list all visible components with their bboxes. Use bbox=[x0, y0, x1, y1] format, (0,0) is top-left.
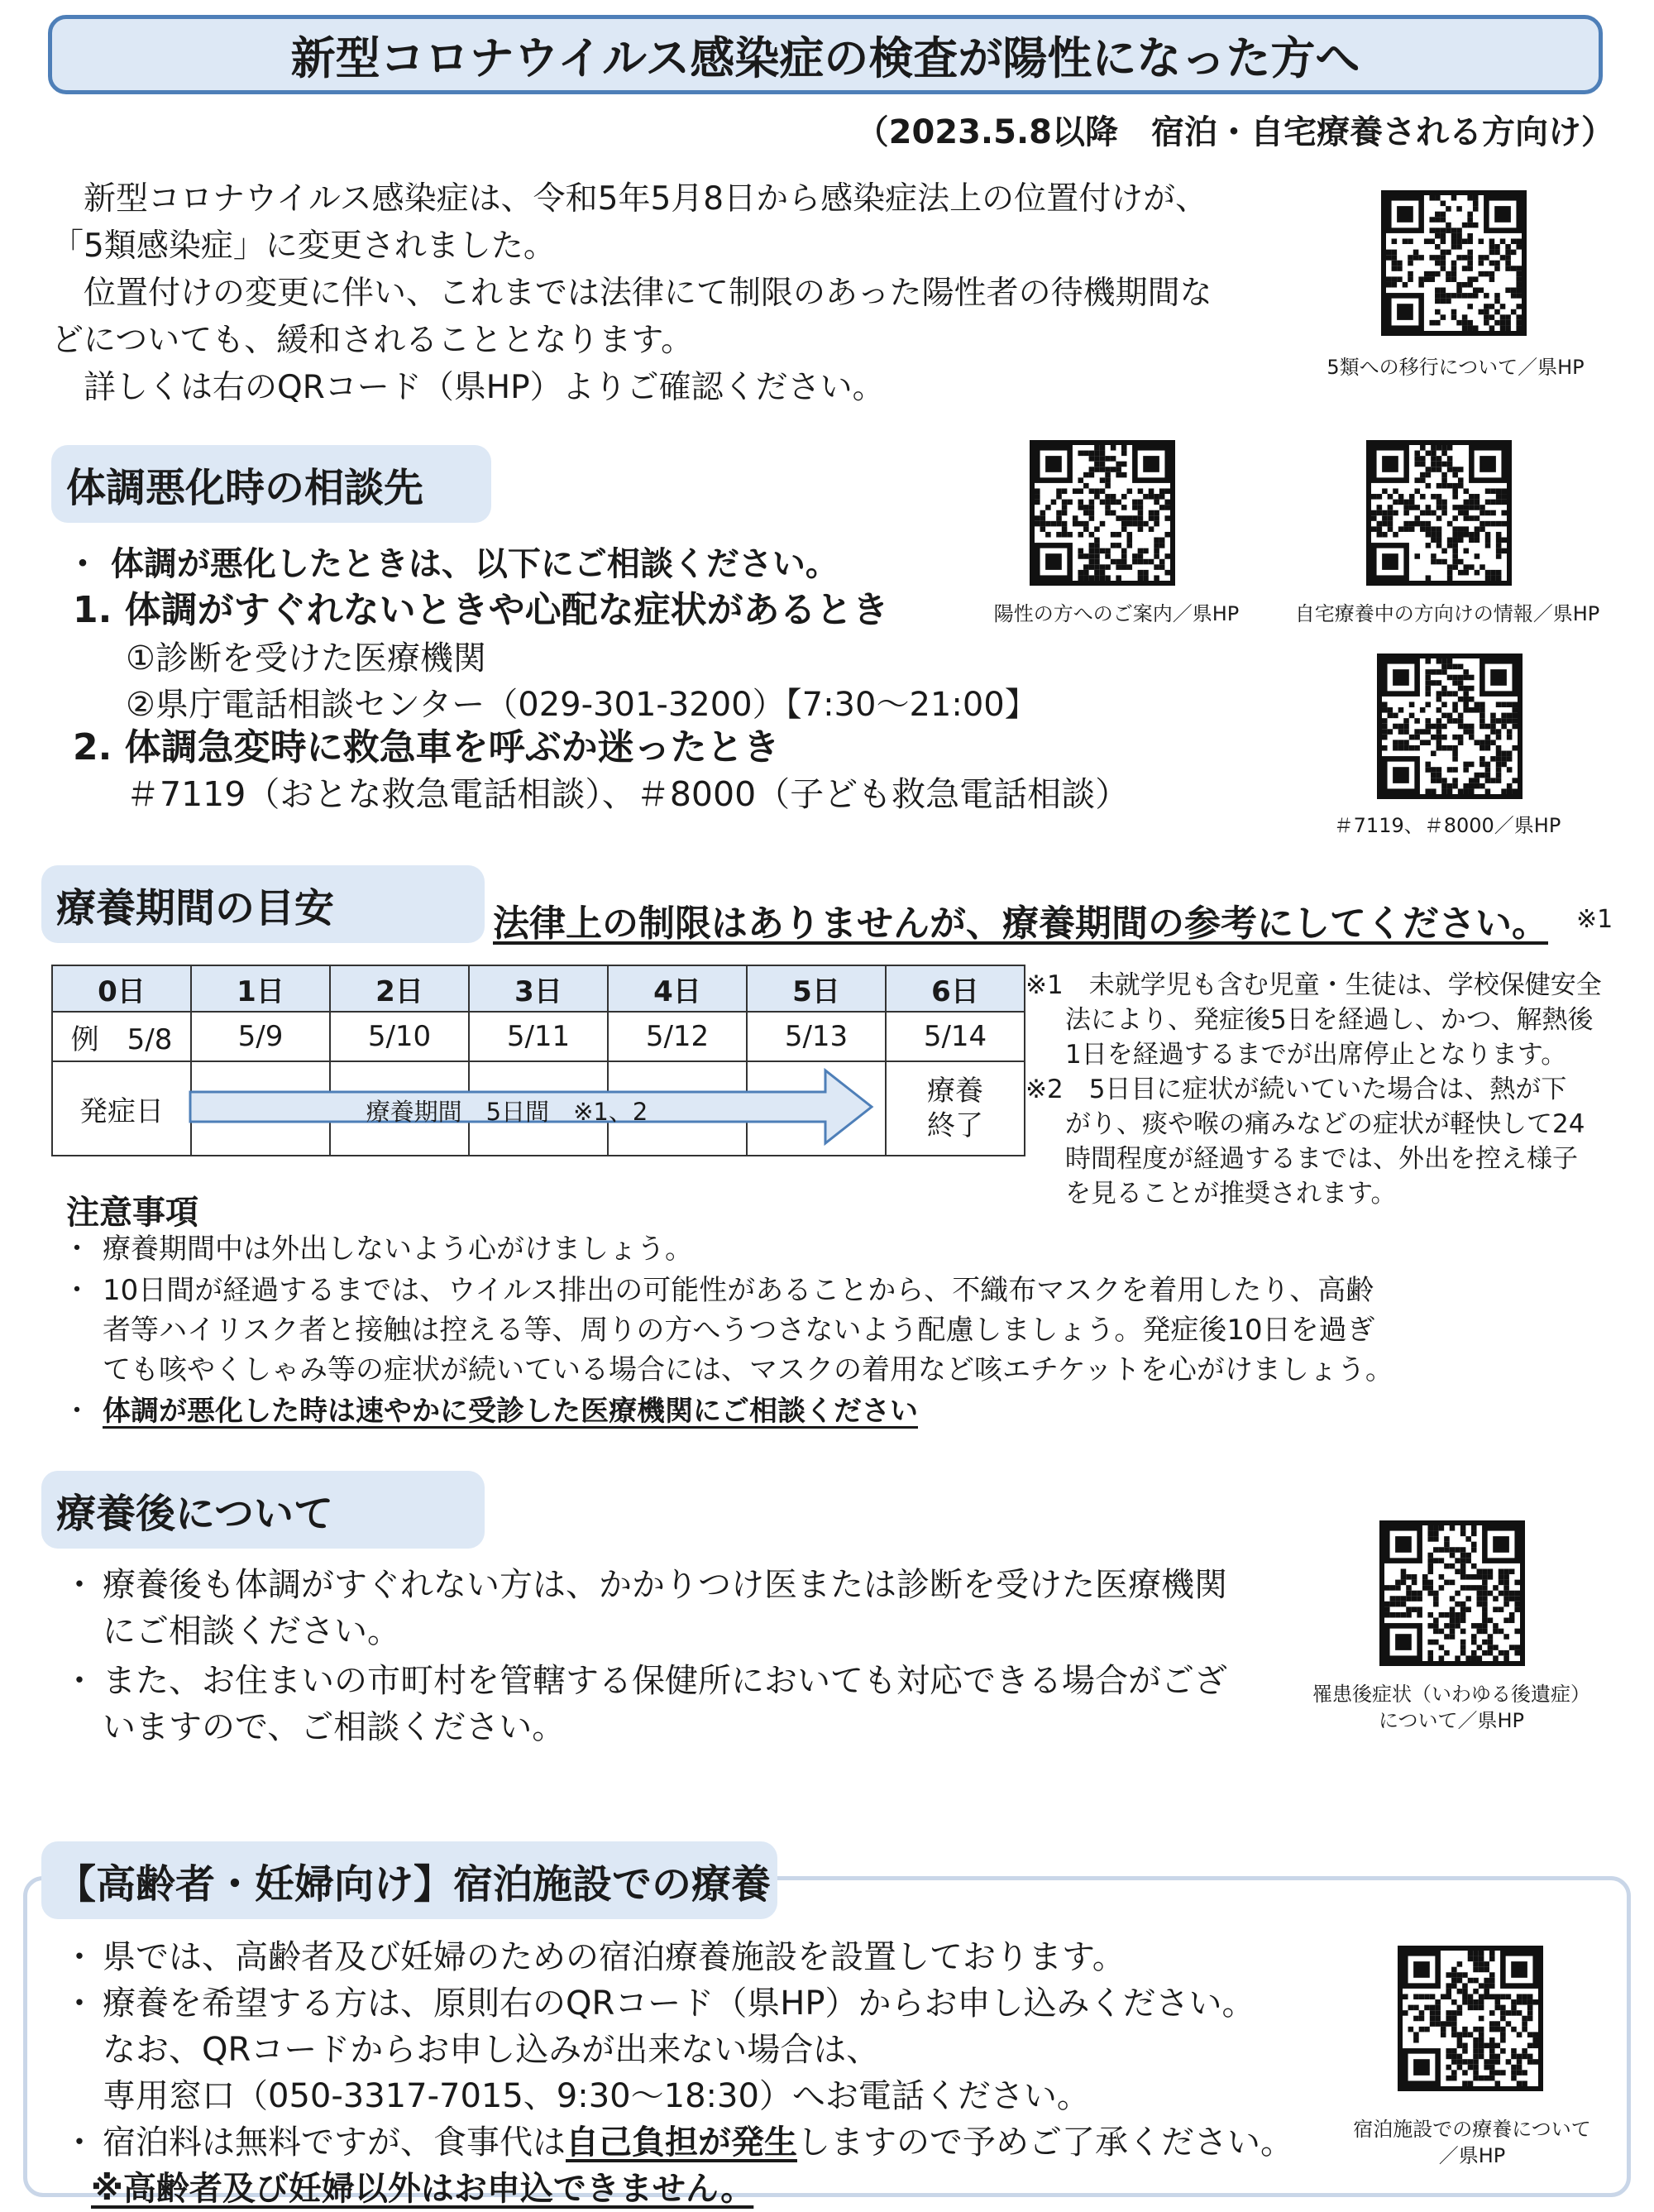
bullet-mark: ・ bbox=[63, 1938, 96, 1976]
facility-text: 宿泊料は無料ですが、食事代は bbox=[103, 2123, 566, 2162]
consult-item-2-sub: ＃7119（おとな救急電話相談）、＃8000（子ども救急電話相談） bbox=[126, 774, 1130, 814]
period-note-2 bbox=[1025, 1072, 1637, 1211]
note-line: 時間程度が経過するまでは、外出を控え様子 bbox=[1065, 1144, 1578, 1174]
caution-text: 者等ハイリスク者と接触は控える等、周りの方へうつさないよう配慮しましょう。発症後10日を過ぎ bbox=[103, 1314, 1375, 1347]
bullet-mark: ・ bbox=[63, 2123, 96, 2162]
qr-caption-home-care: 自宅療養中の方向けの情報／県HP bbox=[1294, 602, 1600, 625]
facility-note: ※高齢者及び妊婦以外はお申込できません。 bbox=[91, 2170, 754, 2208]
qr-code-7119-8000[interactable] bbox=[1377, 654, 1523, 799]
note-line: を見ることが推奨されます。 bbox=[1065, 1179, 1397, 1209]
day-header: 1日 bbox=[191, 965, 330, 1012]
day-header: 2日 bbox=[330, 965, 469, 1012]
caution-item bbox=[63, 1391, 1618, 1431]
qr-code-5class[interactable] bbox=[1381, 190, 1527, 336]
facility-text: 県では、高齢者及び妊婦のための宿泊療養施設を設置しております。 bbox=[103, 1938, 1126, 1976]
date-cell: 5/14 bbox=[886, 1012, 1025, 1061]
after-list bbox=[63, 1562, 1303, 1750]
caption-line: について／県HP bbox=[1378, 1709, 1525, 1732]
consult-item-2: 2. 体調急変時に救急車を呼ぶか迷ったとき bbox=[73, 726, 780, 768]
date-cell: 例 5/8 bbox=[52, 1012, 191, 1061]
caution-text: 10日間が経過するまでは、ウイルス排出の可能性があることから、不織布マスクを着用したり、高齢 bbox=[103, 1274, 1374, 1307]
facility-text: なお、QRコードからお申し込みが出来ない場合は、 bbox=[103, 2031, 880, 2069]
consult-item-1-sub-2: ②県庁電話相談センター（029-301-3200）【7:30～21:00】 bbox=[126, 686, 1038, 724]
caution-text-emphasis: 体調が悪化した時は速やかに受診した医療機関にご相談ください bbox=[103, 1395, 918, 1428]
section-heading-period: 療養期間の目安 bbox=[41, 865, 485, 943]
page-title: 新型コロナウイルス感染症の検査が陽性になった方へ bbox=[48, 15, 1603, 94]
day-header: 0日 bbox=[52, 965, 191, 1012]
day-header: 4日 bbox=[608, 965, 747, 1012]
note-line: ※2 5日目に症状が続いていた場合は、熱が下 bbox=[1025, 1075, 1567, 1104]
section-heading-after: 療養後について bbox=[41, 1471, 485, 1549]
qr-caption-facility bbox=[1323, 2116, 1621, 2169]
day-header: 3日 bbox=[469, 965, 608, 1012]
bullet-mark: ・ bbox=[63, 1274, 91, 1307]
period-headline: 法律上の制限はありませんが、療養期間の参考にしてください。 bbox=[493, 903, 1548, 945]
caption-line: ／県HP bbox=[1438, 2144, 1506, 2167]
intro-line: 「5類感染症」に変更されました。 bbox=[51, 227, 556, 265]
cautions-list bbox=[63, 1229, 1618, 1431]
note-line: がり、痰や喉の痛みなどの症状が軽快して24 bbox=[1065, 1109, 1585, 1139]
note-line: 1日を経過するまでが出席停止となります。 bbox=[1065, 1040, 1567, 1070]
facility-text: 療養を希望する方は、原則右のQRコード（県HP）からお申し込みください。 bbox=[103, 1985, 1255, 2023]
qr-caption-7119-8000: ＃7119、＃8000／県HP bbox=[1333, 814, 1561, 837]
date-cell: 5/13 bbox=[747, 1012, 886, 1061]
day-header: 5日 bbox=[747, 965, 886, 1012]
caution-text: 療養期間中は外出しないよう心がけましょう。 bbox=[103, 1233, 693, 1266]
page-subtitle: （2023.5.8以降 宿泊・自宅療養される方向け） bbox=[855, 113, 1614, 151]
bullet-mark: ・ bbox=[63, 1566, 96, 1604]
day-header: 6日 bbox=[886, 965, 1025, 1012]
caution-item bbox=[63, 1229, 1618, 1269]
note-line: 法により、発症後5日を経過し、かつ、解熱後 bbox=[1065, 1005, 1594, 1035]
after-item bbox=[63, 1658, 1303, 1750]
qr-code-positive-guide[interactable] bbox=[1030, 440, 1175, 586]
caption-line: 宿泊施設での療養について bbox=[1353, 2118, 1591, 2141]
facility-text: 専用窓口（050-3317-7015、9:30～18:30）へお電話ください。 bbox=[103, 2077, 1090, 2115]
bullet-mark: ・ bbox=[63, 1233, 91, 1266]
qr-code-facility[interactable] bbox=[1398, 1946, 1543, 2091]
note-line: ※1 未就学児も含む児童・生徒は、学校保健安全 bbox=[1025, 970, 1602, 1000]
facility-item bbox=[63, 1980, 1370, 2119]
qr-code-home-care[interactable] bbox=[1366, 440, 1512, 586]
caption-line: 罹患後症状（いわゆる後遺症） bbox=[1312, 1683, 1590, 1706]
facility-text-emphasis: 自己負担が発生 bbox=[566, 2123, 797, 2162]
intro-line: 詳しくは右のQRコード（県HP）よりご確認ください。 bbox=[51, 369, 885, 406]
cautions-heading: 注意事項 bbox=[66, 1194, 198, 1232]
after-text: 療養後も体調がすぐれない方は、かかりつけ医または診断を受けた医療機関 bbox=[103, 1566, 1227, 1604]
caution-text: ても咳やくしゃみ等の症状が続いている場合には、マスクの着用など咳エチケットを心がけましょう。 bbox=[103, 1353, 1393, 1386]
bullet-mark: ・ bbox=[63, 1985, 96, 2023]
period-headline-mark: ※1 bbox=[1576, 905, 1613, 934]
period-arrow-label: 療養期間 5日間 ※1、2 bbox=[366, 1098, 648, 1126]
facility-text: しますので予めご了承ください。 bbox=[797, 2123, 1293, 2162]
date-cell: 5/9 bbox=[191, 1012, 330, 1061]
date-cell: 5/12 bbox=[608, 1012, 747, 1061]
facility-list bbox=[63, 1934, 1370, 2212]
after-text: また、お住まいの市町村を管轄する保健所においても対応できる場合がござ bbox=[103, 1662, 1227, 1700]
facility-item bbox=[63, 1934, 1370, 1980]
qr-caption-positive-guide: 陽性の方へのご案内／県HP bbox=[993, 602, 1240, 625]
bullet-mark: ・ bbox=[63, 1662, 96, 1700]
after-text: にご相談ください。 bbox=[103, 1612, 400, 1650]
caution-item bbox=[63, 1271, 1618, 1390]
after-item bbox=[63, 1562, 1303, 1654]
period-note-1 bbox=[1025, 968, 1637, 1072]
qr-code-long-covid[interactable] bbox=[1379, 1520, 1525, 1666]
intro-text bbox=[51, 175, 1308, 411]
qr-caption-long-covid bbox=[1290, 1681, 1613, 1734]
consult-item-1-sub-1: ①診断を受けた医療機関 bbox=[126, 639, 486, 677]
section-heading-facility: 【高齢者・妊婦向け】宿泊施設での療養 bbox=[41, 1841, 777, 1919]
consult-bullet: ・ 体調が悪化したときは、以下にご相談ください。 bbox=[66, 545, 839, 583]
bullet-mark: ・ bbox=[63, 1395, 91, 1428]
intro-line: どについても、緩和されることとなります。 bbox=[51, 322, 694, 359]
after-text: いますので、ご相談ください。 bbox=[103, 1708, 566, 1746]
date-cell: 5/10 bbox=[330, 1012, 469, 1061]
intro-line: 位置付けの変更に伴い、これまでは法律にて制限のあった陽性者の待機期間な bbox=[51, 275, 1212, 312]
date-cell: 5/11 bbox=[469, 1012, 608, 1061]
end-cell: 療養 終了 bbox=[886, 1061, 1025, 1156]
facility-item bbox=[63, 2119, 1370, 2166]
intro-line: 新型コロナウイルス感染症は、令和5年5月8日から感染症法上の位置付けが、 bbox=[51, 180, 1208, 218]
qr-caption-5class: 5類への移行について／県HP bbox=[1327, 356, 1585, 379]
section-heading-consult: 体調悪化時の相談先 bbox=[51, 445, 491, 523]
onset-cell: 発症日 bbox=[52, 1061, 191, 1156]
consult-item-1: 1. 体調がすぐれないときや心配な症状があるとき bbox=[73, 589, 889, 631]
